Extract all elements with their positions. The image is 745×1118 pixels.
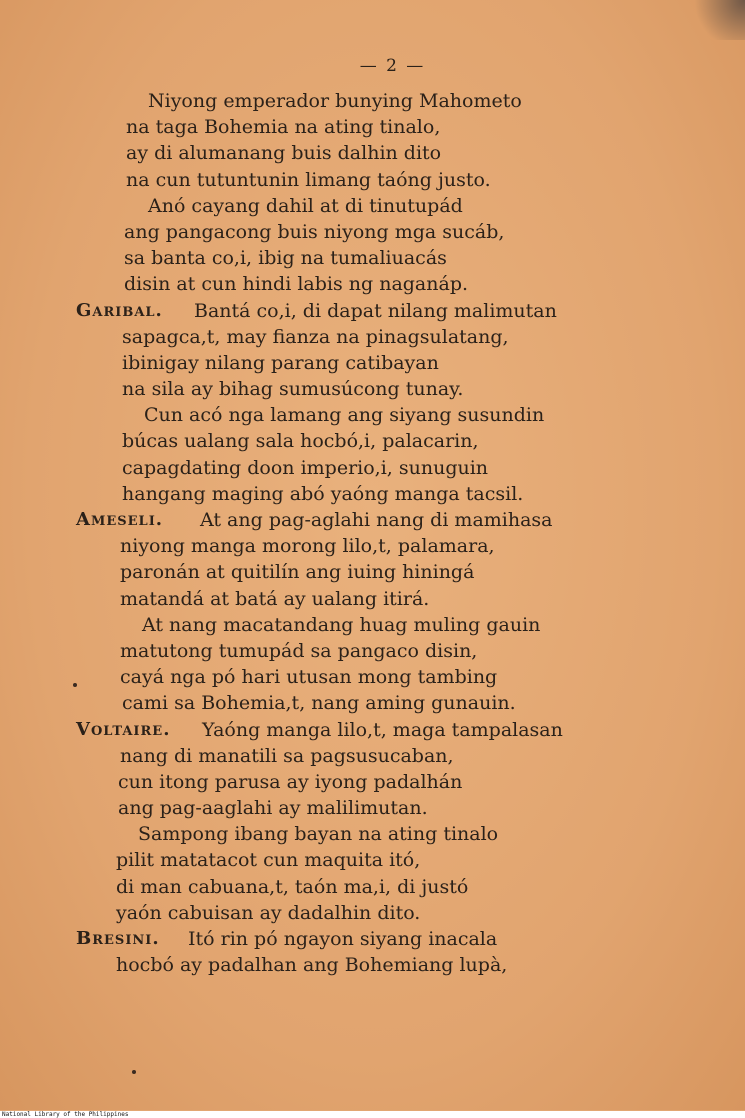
- verse-line: [76, 952, 696, 978]
- speaker-name: Garibal.: [76, 299, 163, 321]
- verse-line-text: matutong tumupád sa pangaco disin,: [120, 639, 478, 662]
- verse-line-text: hangang maging abó yaóng manga tacsil.: [122, 482, 524, 505]
- verse-line: [76, 245, 696, 271]
- verse-line: [76, 900, 696, 926]
- verse-line: [76, 455, 696, 481]
- verse-line-text: matandá at batá ay ualang itirá.: [120, 587, 430, 610]
- verse-line-text: búcas ualang sala hocbó,i, palacarin,: [122, 430, 479, 453]
- verse-line: [76, 874, 696, 900]
- verse-line: [76, 481, 696, 507]
- paper-speck: [132, 1070, 136, 1074]
- verse-line-text: At ang pag-aglahi nang di mamihasa: [200, 509, 553, 531]
- verse-line: [76, 533, 696, 559]
- verse-line: [76, 559, 696, 585]
- verse-line-text: cayá nga pó hari utusan mong tambing: [120, 666, 498, 689]
- verse-line-text: sapagca,t, may fianza na pinagsulatang,: [122, 325, 509, 348]
- verse-line-text: ang pangacong buis niyong mga sucáb,: [124, 220, 505, 243]
- verse-line: [76, 140, 696, 166]
- speaker-name: Voltaire.: [76, 718, 171, 740]
- verse-line: [76, 664, 696, 690]
- verse-line-text: ibinigay nilang parang catibayan: [122, 351, 439, 374]
- verse-line: [76, 324, 696, 350]
- verse-line: [76, 795, 696, 821]
- verse-line-text: disin at cun hindi labis ng naganáp.: [124, 273, 469, 296]
- verse-line: [76, 821, 696, 847]
- verse-line-text: di man cabuana,t, taón ma,i, di justó: [116, 875, 469, 898]
- verse-line-text: cun itong parusa ay iyong padalhán: [118, 770, 463, 793]
- verse-line: [76, 507, 696, 533]
- verse-line-text: na sila ay bihag sumusúcong tunay.: [122, 378, 464, 401]
- verse-line-text: na taga Bohemia na ating tinalo,: [126, 116, 441, 139]
- verse-line-text: nang di manatili sa pagsusucaban,: [120, 744, 454, 767]
- paper-speck: [73, 683, 77, 687]
- verse-line: [76, 219, 696, 245]
- verse-line-text: hocbó ay padalhan ang Bohemiang lupà,: [116, 954, 508, 977]
- verse-line: [76, 271, 696, 297]
- verse-line: [76, 638, 696, 664]
- verse-line: [76, 167, 696, 193]
- verse-line-text: Bantá co,i, di dapat nilang malimutan: [194, 299, 557, 322]
- verse-line: [76, 769, 696, 795]
- verse-line-text: sa banta co,i, ibig na tumaliuacás: [124, 247, 447, 270]
- verse-line: [76, 690, 696, 716]
- verse-line: [76, 717, 696, 743]
- verse-line-text: cami sa Bohemia,t, nang aming gunauin.: [122, 692, 516, 715]
- verse-line: [76, 298, 696, 324]
- verse-text: [76, 88, 696, 978]
- verse-line: [76, 350, 696, 376]
- verse-line-text: yaón cabuisan ay dadalhin dito.: [116, 901, 421, 924]
- verse-line: [76, 376, 696, 402]
- library-credit: National Library of the Philippines: [0, 1111, 745, 1118]
- verse-line-text: pilit matatacot cun maquita itó,: [116, 849, 421, 872]
- verse-line-text: Cun acó nga lamang ang siyang susundin: [144, 404, 545, 427]
- verse-line-text: ay di alumanang buis dalhin dito: [126, 142, 442, 165]
- verse-line: [76, 114, 696, 140]
- verse-line: [76, 612, 696, 638]
- verse-line-text: paronán at quitilín ang iuing hiningá: [120, 561, 475, 584]
- verse-line-text: Yaóng manga lilo,t, maga tampalasan: [202, 718, 563, 741]
- verse-line-text: Niyong emperador bunying Mahometo: [148, 90, 522, 112]
- verse-line: [76, 402, 696, 428]
- speaker-name: Bresini.: [76, 928, 160, 949]
- verse-line: [76, 193, 696, 219]
- verse-line: [76, 847, 696, 873]
- verse-line-text: niyong manga morong lilo,t, palamara,: [120, 535, 495, 558]
- verse-line-text: Sampong ibang bayan na ating tinalo: [138, 823, 499, 846]
- page-corner-stain: [685, 0, 745, 40]
- verse-line-text: At nang macatandang huag muling gauin: [142, 613, 541, 636]
- verse-line-text: Anó cayang dahil at di tinutupád: [148, 194, 463, 217]
- verse-line-text: Itó rin pó ngayon siyang inacala: [188, 928, 498, 950]
- verse-line-text: capagdating doon imperio,i, sunuguin: [122, 456, 489, 479]
- verse-line: [76, 586, 696, 612]
- verse-line: [76, 88, 696, 114]
- verse-line: [76, 428, 696, 454]
- verse-line: [76, 926, 696, 952]
- speaker-name: Ameseli.: [76, 509, 164, 530]
- verse-line-text: ang pag-aaglahi ay malilimutan.: [118, 797, 428, 820]
- verse-line: [76, 743, 696, 769]
- verse-line-text: na cun tutuntunin limang taóng justo.: [126, 168, 491, 191]
- page-number: — 2 —: [359, 56, 426, 76]
